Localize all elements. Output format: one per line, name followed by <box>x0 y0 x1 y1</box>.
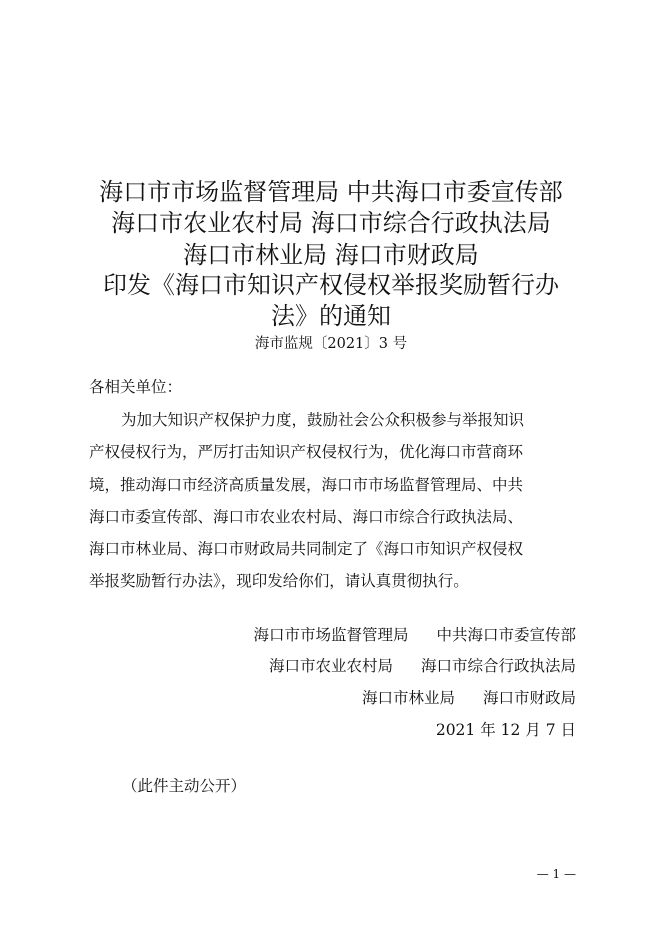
signatory-name: 海口市农业农村局 <box>268 657 393 675</box>
title-line-5: 法》的通知 <box>271 302 391 330</box>
document-number: 海市监规〔2021〕3 号 <box>254 336 408 352</box>
signatory-row-3 <box>362 687 576 709</box>
title-line-1: 海口市市场监督管理局 中共海口市委宣传部 <box>99 178 563 206</box>
salutation: 各相关单位： <box>89 378 183 396</box>
page-number: — 1 — <box>536 867 576 881</box>
body-line: 境，推动海口市经济高质量发展，海口市市场监督管理局、中共 <box>89 476 524 494</box>
title-line-3: 海口市林业局 海口市财政局 <box>183 241 479 269</box>
title-line-4: 印发《海口市知识产权侵权举报奖励暂行办 <box>103 271 559 299</box>
disclosure-note: （此件主动公开） <box>122 777 247 795</box>
signatory-name: 海口市综合行政执法局 <box>420 657 576 675</box>
issue-date: 2021 年 12 月 7 日 <box>435 721 576 739</box>
body-line: 为加大知识产权保护力度，鼓励社会公众积极参与举报知识 <box>121 411 525 429</box>
title-line-2: 海口市农业农村局 海口市综合行政执法局 <box>111 209 551 237</box>
body-line: 海口市委宣传部、海口市农业农村局、海口市综合行政执法局、 <box>89 508 524 526</box>
body-line: 产权侵权行为，严厉打击知识产权侵权行为，优化海口市营商环 <box>89 443 524 461</box>
signatory-name: 海口市市场监督管理局 <box>253 626 409 644</box>
signatory-row-2 <box>269 655 576 677</box>
signatory-name: 海口市林业局 <box>361 689 455 707</box>
signatory-name: 海口市财政局 <box>482 689 576 707</box>
signatory-row-1 <box>253 624 576 646</box>
signatory-name: 中共海口市委宣传部 <box>436 626 576 644</box>
body-line: 海口市林业局、海口市财政局共同制定了《海口市知识产权侵权 <box>89 540 524 558</box>
body-line: 举报奖励暂行办法》，现印发给你们，请认真贯彻执行。 <box>89 572 469 590</box>
